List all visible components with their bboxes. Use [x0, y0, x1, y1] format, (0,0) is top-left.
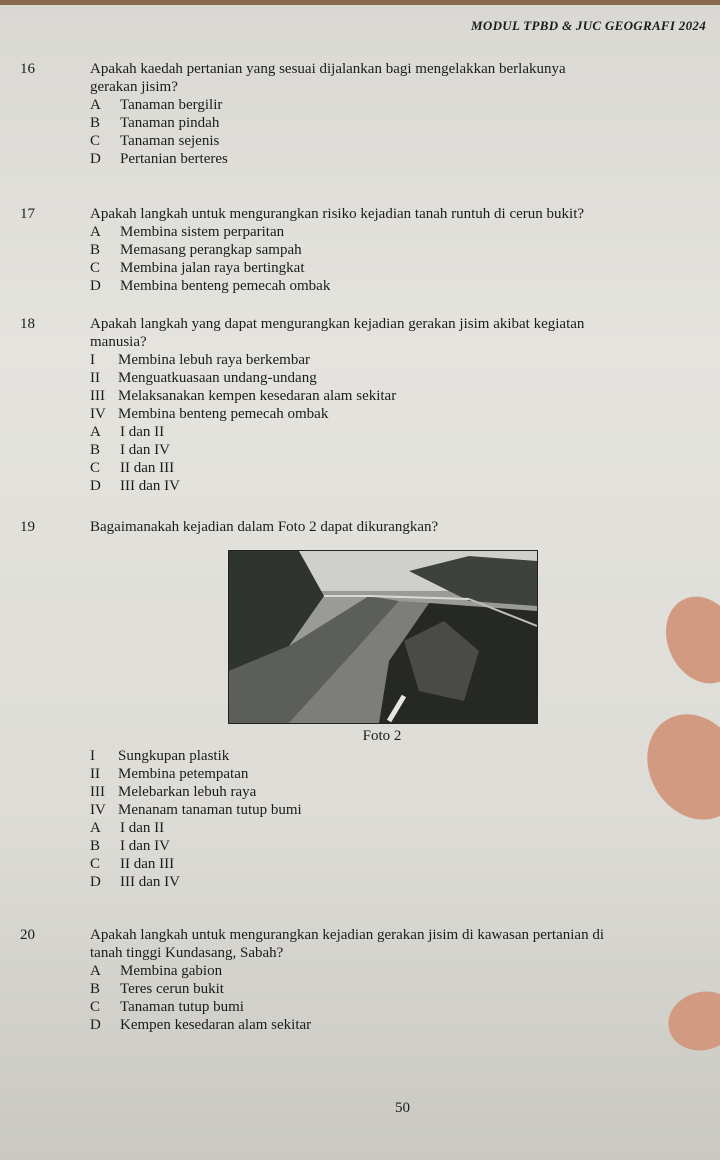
finger-upper [652, 584, 720, 695]
answer-options [20, 962, 710, 1034]
question-text: Apakah langkah yang dapat mengurangkan kejadian gerakan jisim akibat kegiatan [90, 316, 585, 332]
option-a[interactable]: A Membina sistem perparitan [90, 224, 285, 240]
question-19-body [20, 747, 710, 891]
question-text: Bagaimanakah kejadian dalam Foto 2 dapat dikurangkan? [90, 519, 439, 535]
question-number: 17 [20, 206, 35, 222]
page-top-edge [0, 0, 720, 5]
statement-iii: III Melaksanakan kempen kesedaran alam sekitar [90, 388, 397, 404]
question-17 [20, 205, 710, 295]
option-b[interactable]: B I dan IV [90, 838, 170, 854]
landslide-photo [228, 550, 538, 724]
option-c[interactable]: C Tanaman tutup bumi [90, 999, 244, 1015]
statement-list [20, 351, 710, 423]
statement-ii: II Menguatkuasaan undang-undang [90, 370, 317, 386]
question-number: 20 [20, 927, 35, 943]
option-d[interactable]: D III dan IV [90, 478, 180, 494]
option-a[interactable]: A I dan II [90, 424, 165, 440]
statement-i: I Membina lebuh raya berkembar [90, 352, 311, 368]
answer-options [20, 423, 710, 495]
question-18 [20, 315, 710, 495]
question-number: 18 [20, 316, 35, 332]
photo-caption: Foto 2 [362, 728, 402, 744]
option-a[interactable]: A I dan II [90, 820, 165, 836]
option-b[interactable]: B Teres cerun bukit [90, 981, 224, 997]
option-d[interactable]: D III dan IV [90, 874, 180, 890]
question-text: Apakah kaedah pertanian yang sesuai dijalankan bagi mengelakkan berlakunya [90, 61, 566, 77]
statement-iii: III Melebarkan lebuh raya [90, 784, 257, 800]
option-d[interactable]: D Pertanian berteres [90, 151, 228, 167]
question-text-cont: gerakan jisim? [90, 79, 178, 95]
option-c[interactable]: C Tanaman sejenis [90, 133, 220, 149]
question-text: Apakah langkah untuk mengurangkan kejadian gerakan jisim di kawasan pertanian di [90, 927, 604, 943]
option-a[interactable]: A Membina gabion [90, 963, 223, 979]
photo-2 [228, 550, 536, 745]
option-b[interactable]: B Tanaman pindah [90, 115, 220, 131]
question-19 [20, 518, 710, 536]
page-number: 50 [395, 1100, 410, 1116]
answer-options [20, 223, 710, 295]
statement-iv: IV Menanam tanaman tutup bumi [90, 802, 302, 818]
option-a[interactable]: A Tanaman bergilir [90, 97, 223, 113]
module-header: MODUL TPBD & JUC GEOGRAFI 2024 [471, 18, 706, 33]
option-c[interactable]: C II dan III [90, 856, 175, 872]
option-b[interactable]: B Memasang perangkap sampah [90, 242, 302, 258]
question-text-cont: tanah tinggi Kundasang, Sabah? [90, 945, 284, 961]
question-16 [20, 60, 710, 168]
answer-options [20, 96, 710, 168]
statement-iv: IV Membina benteng pemecah ombak [90, 406, 329, 422]
question-20 [20, 926, 710, 1034]
answer-options [20, 819, 710, 891]
statement-i: I Sungkupan plastik [90, 748, 230, 764]
question-number: 19 [20, 519, 35, 535]
option-c[interactable]: C II dan III [90, 460, 175, 476]
option-d[interactable]: D Kempen kesedaran alam sekitar [90, 1017, 312, 1033]
question-text: Apakah langkah untuk mengurangkan risiko kejadian tanah runtuh di cerun bukit? [90, 206, 585, 222]
option-b[interactable]: B I dan IV [90, 442, 170, 458]
option-d[interactable]: D Membina benteng pemecah ombak [90, 278, 331, 294]
statement-list [20, 747, 710, 819]
question-text-cont: manusia? [90, 334, 147, 350]
option-c[interactable]: C Membina jalan raya bertingkat [90, 260, 305, 276]
question-number: 16 [20, 61, 35, 77]
statement-ii: II Membina petempatan [90, 766, 249, 782]
